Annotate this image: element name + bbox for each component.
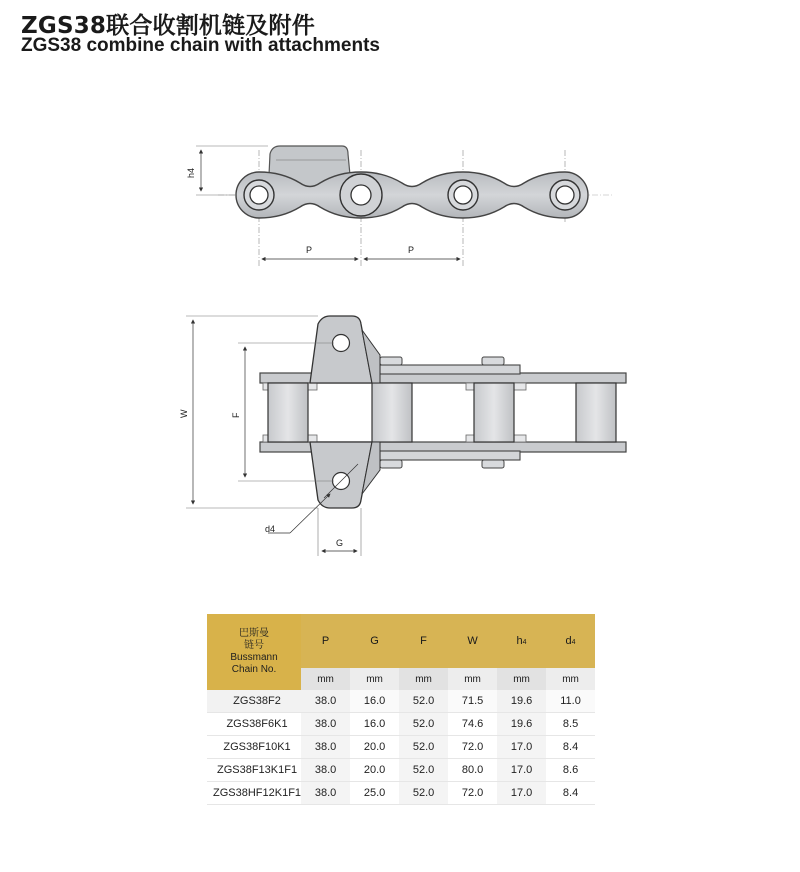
value-cell: 17.0 <box>497 782 546 805</box>
model-header-en2: Chain No. <box>231 664 277 675</box>
model-cell: ZGS38F10K1 <box>207 736 301 759</box>
table-row <box>207 713 595 736</box>
model-header-cn2: 链号 <box>244 640 265 651</box>
spec-table-header <box>207 614 595 668</box>
table-row <box>207 690 595 713</box>
dim-w-label: W <box>179 409 189 418</box>
value-cell: 74.6 <box>448 713 497 736</box>
value-cell: 38.0 <box>301 736 350 759</box>
col-header-f: F <box>399 614 448 668</box>
spec-table <box>207 614 595 805</box>
value-cell: 8.4 <box>546 736 595 759</box>
col-header-h4: h4 <box>497 614 546 668</box>
col-header-w: W <box>448 614 497 668</box>
value-cell: 20.0 <box>350 736 399 759</box>
model-cell: ZGS38F13K1F1 <box>207 759 301 782</box>
table-row <box>207 736 595 759</box>
value-cell: 8.4 <box>546 782 595 805</box>
roller-3 <box>448 180 478 210</box>
value-cell: 8.5 <box>546 713 595 736</box>
value-cell: 19.6 <box>497 690 546 713</box>
unit-cell: mm <box>497 668 546 690</box>
model-column-header <box>207 614 301 690</box>
value-cell: 11.0 <box>546 690 595 713</box>
chain-top-view <box>179 316 626 556</box>
value-cell: 16.0 <box>350 713 399 736</box>
roller-4 <box>550 180 580 210</box>
unit-cell: mm <box>350 668 399 690</box>
model-header-en1: Bussmann <box>230 652 278 663</box>
dim-f-label: F <box>231 412 241 418</box>
value-cell: 25.0 <box>350 782 399 805</box>
value-cell: 38.0 <box>301 690 350 713</box>
roller-1 <box>244 180 274 210</box>
page-title-cn: ZGS38联合收割机链及附件 <box>21 13 315 39</box>
value-cell: 19.6 <box>497 713 546 736</box>
model-header-cn1: 巴斯曼 <box>239 628 270 639</box>
roller-2 <box>340 174 382 216</box>
value-cell: 52.0 <box>399 713 448 736</box>
col-header-d4: d4 <box>546 614 595 668</box>
unit-cell: mm <box>399 668 448 690</box>
value-cell: 17.0 <box>497 759 546 782</box>
col-header-g: G <box>350 614 399 668</box>
unit-cell: mm <box>301 668 350 690</box>
value-cell: 52.0 <box>399 782 448 805</box>
col-header-p: P <box>301 614 350 668</box>
value-cell: 52.0 <box>399 736 448 759</box>
value-cell: 17.0 <box>497 736 546 759</box>
dim-p1-label: P <box>306 245 313 255</box>
model-cell: ZGS38F6K1 <box>207 713 301 736</box>
page-title-en: ZGS38 combine chain with attachments <box>21 35 380 56</box>
unit-cell: mm <box>546 668 595 690</box>
table-row <box>207 782 595 805</box>
value-cell: 80.0 <box>448 759 497 782</box>
value-cell: 72.0 <box>448 736 497 759</box>
model-cell: ZGS38HF12K1F1 <box>207 782 301 805</box>
value-cell: 72.0 <box>448 782 497 805</box>
dim-h4-label: h4 <box>186 167 196 178</box>
dim-d4-label: d4 <box>265 524 276 534</box>
value-cell: 38.0 <box>301 782 350 805</box>
value-cell: 38.0 <box>301 759 350 782</box>
value-cell: 38.0 <box>301 713 350 736</box>
value-cell: 52.0 <box>399 759 448 782</box>
value-cell: 20.0 <box>350 759 399 782</box>
table-row <box>207 759 595 782</box>
value-cell: 52.0 <box>399 690 448 713</box>
value-cell: 16.0 <box>350 690 399 713</box>
dim-p2-label: P <box>408 245 415 255</box>
unit-cell: mm <box>448 668 497 690</box>
value-cell: 71.5 <box>448 690 497 713</box>
dim-g-label: G <box>336 538 344 548</box>
value-cell: 8.6 <box>546 759 595 782</box>
model-cell: ZGS38F2 <box>207 690 301 713</box>
chain-side-view <box>186 146 612 266</box>
